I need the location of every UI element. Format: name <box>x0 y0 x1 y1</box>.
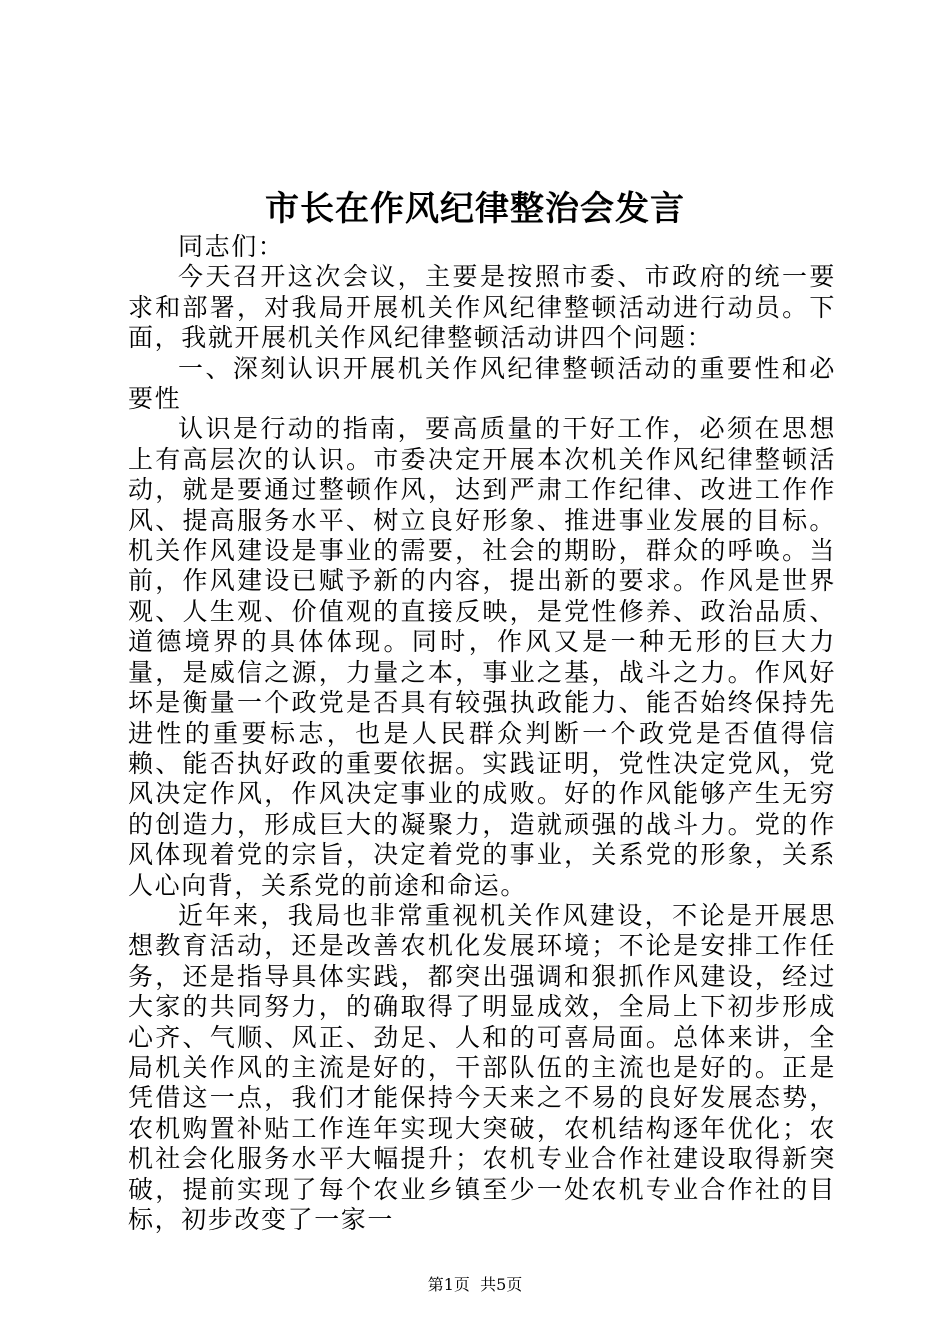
page-number: 第1页 <box>427 1275 470 1294</box>
page-footer <box>0 1275 950 1295</box>
page-total: 共5页 <box>480 1275 523 1294</box>
body-paragraph: 近年来，我局也非常重视机关作风建设，不论是开展思想教育活动，还是改善农机化发展环境；不论是安排工作任务，还是指导具体实践，都突出强调和狠抓作风建设，经过大家的共同努力，的确取得了明显成效，全局上下初步形成心齐、气顺、风正、劲足、人和的可喜局面。总体来讲，全局机关作风的主流是好的，干部队伍的主流也是好的。正是凭借这一点，我们才能保持今天来之不易的良好发展态势，农机购置补贴工作连年实现大突破，农机结构逐年优化；农机社会化服务水平大幅提升；农机专业合作社建设取得新突破，提前实现了每个农业乡镇至少一处农机专业合作社的目标，初步改变了一家一 <box>128 900 836 1234</box>
document-title: 市长在作风纪律整治会发言 <box>265 189 685 229</box>
salutation-paragraph: 同志们： <box>178 232 285 261</box>
section-heading-1: 一、深刻认识开展机关作风纪律整顿活动的重要性和必要性 <box>128 353 836 414</box>
document-body <box>128 232 836 1235</box>
body-paragraph: 认识是行动的指南，要高质量的干好工作，必须在思想上有高层次的认识。市委决定开展本次机关作风纪律整顿活动，就是要通过整顿作风，达到严肃工作纪律、改进工作作风、提高服务水平、树立良好形象、推进事业发展的目标。机关作风建设是事业的需要，社会的期盼，群众的呼唤。当前，作风建设已赋予新的内容，提出新的要求。作风是世界观、人生观、价值观的直接反映，是党性修养、政治品质、道德境界的具体体现。同时，作风又是一种无形的巨大力量，是威信之源，力量之本，事业之基，战斗之力。作风好坏是衡量一个政党是否具有较强执政能力、能否始终保持先进性的重要标志，也是人民群众判断一个政党是否值得信赖、能否执好政的重要依据。实践证明，党性决定党风，党风决定作风，作风决定事业的成败。好的作风能够产生无穷的创造力，形成巨大的凝聚力，造就顽强的战斗力。党的作风体现着党的宗旨，决定着党的事业，关系党的形象，关系人心向背，关系党的前途和命运。 <box>128 414 836 900</box>
intro-paragraph: 今天召开这次会议，主要是按照市委、市政府的统一要求和部署，对我局开展机关作风纪律整顿活动进行动员。下面，我就开展机关作风纪律整顿活动讲四个问题： <box>128 262 836 353</box>
